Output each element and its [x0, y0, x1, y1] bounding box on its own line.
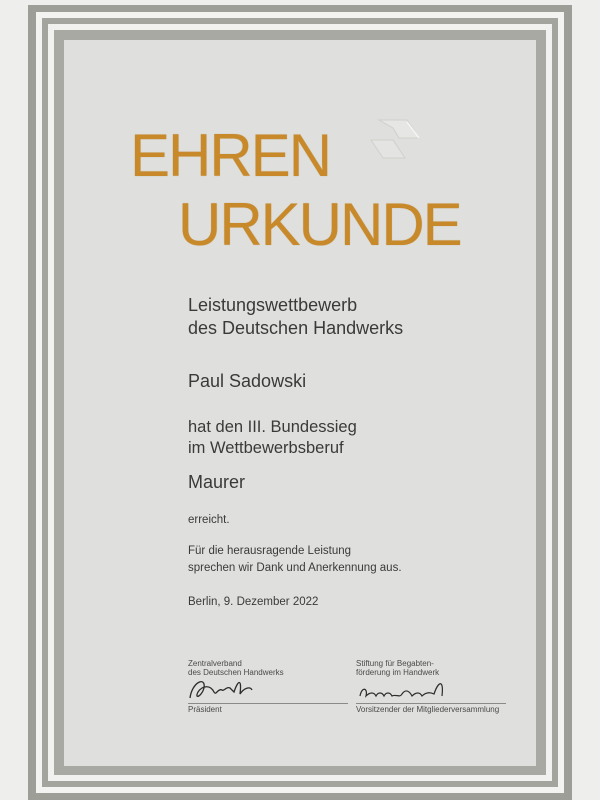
subtitle-line-2: des Deutschen Handwerks [188, 318, 404, 338]
profession: Maurer [188, 472, 246, 492]
thanks-line-1: Für die herausragende Leistung [188, 545, 352, 557]
subtitle-line-1: Leistungswettbewerb [188, 295, 358, 315]
right-role: Vorsitzender der Mitgliederversammlung [356, 705, 500, 714]
right-org-line-1: Stiftung für Begabten- [356, 659, 434, 668]
title-ehren: EHREN [130, 122, 331, 189]
achievement-line-1: hat den III. Bundessieg [188, 418, 357, 436]
left-org-line-2: des Deutschen Handwerks [188, 668, 284, 677]
place-date: Berlin, 9. Dezember 2022 [188, 596, 319, 608]
left-signature-line [188, 703, 348, 704]
left-role: Präsident [188, 705, 222, 714]
left-org-line-1: Zentralverband [188, 659, 242, 668]
achievement-line-2: im Wettbewerbsberuf [188, 439, 344, 457]
thanks-line-2: sprechen wir Dank und Anerkennung aus. [188, 562, 402, 574]
right-signature-line [356, 703, 506, 704]
achievement-end: erreicht. [188, 514, 230, 526]
recipient-name: Paul Sadowski [188, 371, 307, 391]
right-org-line-2: förderung im Handwerk [356, 668, 440, 677]
title-urkunde: URKUNDE [178, 191, 461, 258]
embossed-emblem-icon [359, 110, 429, 170]
certificate-content [64, 40, 536, 766]
